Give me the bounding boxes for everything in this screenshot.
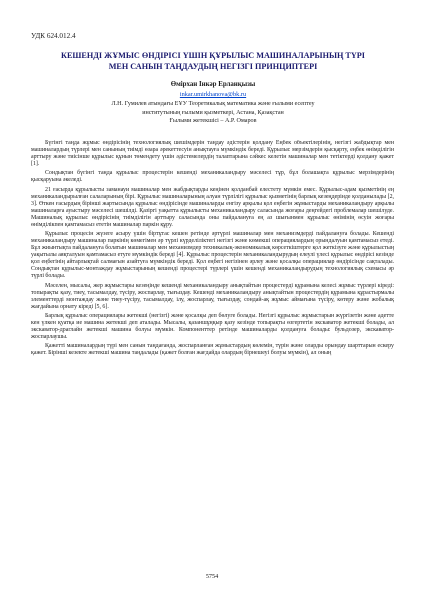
body-paragraph: Бүгінгі таңда жұмыс өндірісінің технологиялық шешімдерін таңдау әдістерін қолдану Еңбек объектілерінің, негізгі жабдықтар мен машиналардың түрлері мен санының тиімді өзара әрекеттесуін анықтауға мүмкіндік береді. Құрылыс мерзімдерін қысқарту, еңбек өнімділігін арттыру және тиісінше құрылыс құнын төмендету үшін әдістемелердің талаптарына сәйкес келетін машиналар мен тетіктерді қолдану қажет [1].	[31, 140, 394, 168]
paper-body	[31, 140, 394, 560]
body-paragraph: Сондықтан бүгінгі таңда құрылыс процестерін кешенді механикаландыру мәселесі тұр, бұл болашақта құрылыс мерзімдерінің қысқаруына әкеледі.	[31, 170, 394, 184]
author-email-link[interactable]: inkar.umirkhanova@bk.ru	[179, 91, 247, 98]
udc-code: УДК 624.012.4	[31, 32, 76, 40]
body-paragraph: Мәселен, мысалы, жер жұмыстары кезеңінде кешенді механикаландыру анықтайтын процестерді құрамына келесі жұмыс түрлері кіреді: топырақты қазу, тиеу, тасымалдау, түсіру, жоспарлау, тығыздау. Кешенді механикаландыру анықтайтын процестердің құрамына құрастырмалы элементтерді монтаждау және тиеу-түсіру, тасымалдау, ілу, жоспарлау, тығыздау, сондай-ақ жұмыс аймағына түсіру, көтеру және жобалық жағдайына орнату кіреді [5, 6].	[31, 282, 394, 310]
title-line-2: МЕН САНЫН ТАҢДАУДЫҢ НЕГІЗГІ ПРИНЦИПТЕРІ	[108, 61, 318, 71]
body-paragraph: Құрылыс процесін жүзеге асыру үшін біртұтас кешен ретінде әртүрлі машиналар мен механизмдерді пайдалануға болады. Кешенді механикаландыру машиналар паркінің көмегімен әр түрлі күрделіліктегі негізгі және көмекші операциялардың орындалуын қамтамасыз етеді. Бұл жиынтықта пайдалануға болатын машиналар мен механизмдер техникалық-экономикалық көрсеткіштерге қол жеткізуге және құрылыстың уақытылы аяқталуын қамтамасыз етуге мүмкіндік береді [4]. Құрылыс процестерін механикаландырудың елеулі үлесі құрылыс өндірісі кезінде қол еңбегінің айтарлықтай салмағын азайтуға мүмкіндік береді. Қол еңбегі негізінен әрлеу және қосалқы операциялар өндірісінде сақталады. Сондықтан құрылыс-монтаждау жұмыстарының кешенді процестері түрлері үшін кешенді механикаландырудың технологиялық схемасы әр түрлі болады.	[31, 231, 394, 280]
affiliation-line-2: институтының ғылыми қызметкері, Астана, Қазақстан	[142, 109, 284, 116]
body-paragraph: Қажетті машиналардың түрі мен санын таңдағанда, жоспарланған жұмыстардың көлемін, түрін және оларды орындау шарттарын ескеру қажет. Бірінші кезекте жетекші машина таңдалады (қажет болған жағдайда олардың бірнешеуі болуы мүмкін), ал оның	[31, 343, 394, 357]
supervisor-line: Ғылыми жетекшісі – А.Р. Омаров	[169, 118, 257, 125]
title-line-1: КЕШЕНДІ ЖҰМЫС ӨНДІРІСІ ҮШІН ҚҰРЫЛЫС МАШИНАЛАРЫНЫҢ ТҮРІ	[61, 51, 365, 60]
affiliation-line-1: Л.Н. Гумилев атындағы ЕҰУ Теоретикалық математика және ғылыми есептеу	[111, 101, 315, 107]
paper-title	[48, 51, 378, 72]
author-name: Өмірхан Інкәр Ерланқызы	[170, 81, 256, 88]
body-paragraph: 21 ғасырда құрылысты заманауи машиналар мен жабдықтарды кеңінен қолданбай елестету мүмкін емес. Құрылыс-адам қызметінің ең механикаландырылған салаларының бірі. Құрылыс машиналарының алуан түрлілігі құрылыс қызметінің барлық кезеңдерінде қолданылады [2, 3]. Өткен ғасырдың бірінші жартысында құрылыс өндірісінде машиналарды енгізу арқылы қол еңбегін жұмыстарды механикаландыру арқылы машиналарға ауыстыру мәселесі шешілді. Қазіргі уақытта құрылысты механикаландыру саласында жоғары деңгейдегі проблемалар шешілуде. Машиналық құрылыс өндірісінің тиімділігін арттыру саласында оны пайдалануға ең аз шығынмен құрылыс өнімінің өсуін жоғары өнімділікпен қамтамасыз ететін машиналар паркін құру.	[31, 186, 394, 228]
body-paragraph: Барлық құрылыс операциялары жетекші (негізгі) және қосалқы деп бөлуге болады. Негізгі құрылыс жұмыстарын жүргізетін және адетте кен үлкен қуатқа ие машина жетекші деп аталады. Мысалы, қазаншұңқыр қазу кезінде топырақты өзгертетін экскаватор жетекші болады, ал экскаватор-драглайн жетекші машина болуы мүмкін. Компоненттер ретінде машиналарды қолдануға болады: бульдозер, экскаватор-жоспарлаушы.	[31, 313, 394, 341]
page-number: 5754	[205, 573, 219, 580]
affiliation	[60, 100, 366, 126]
